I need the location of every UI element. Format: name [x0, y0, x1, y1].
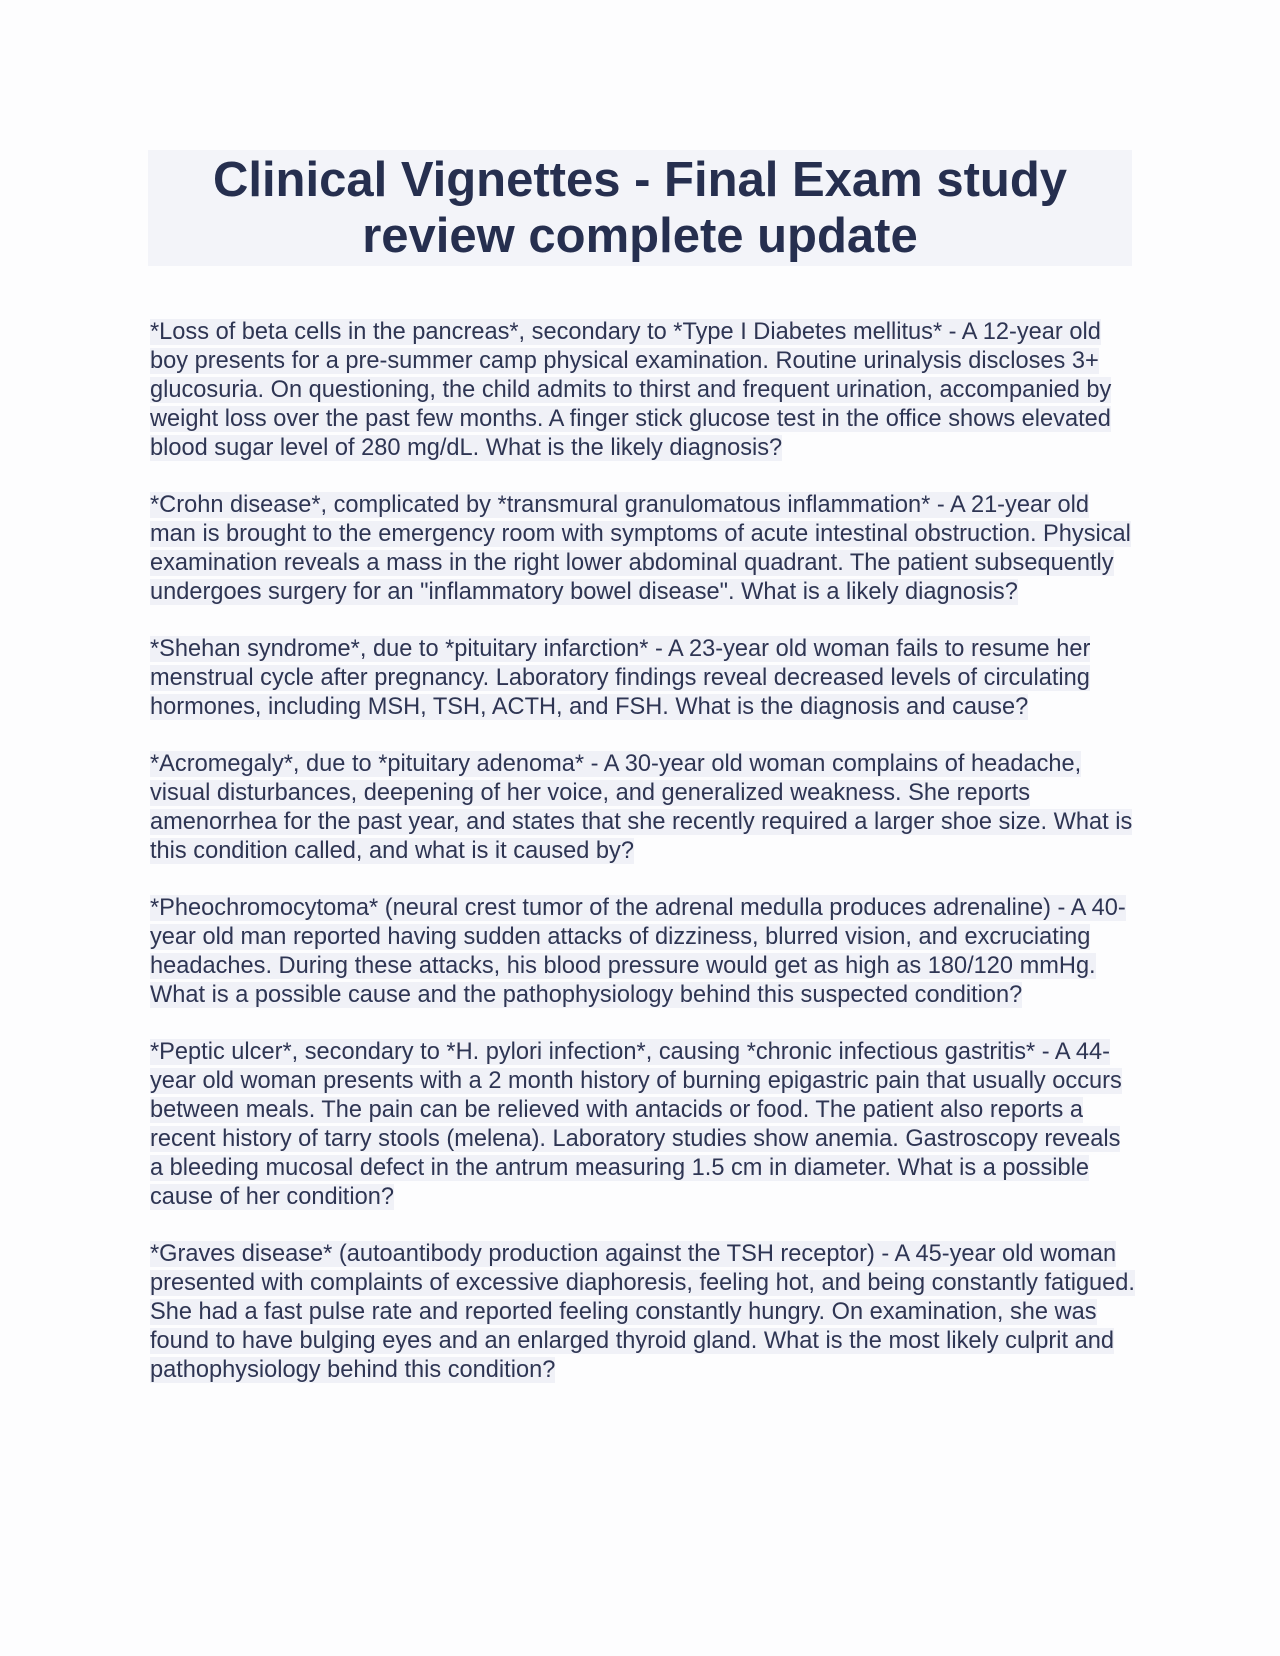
vignette-pheochromocytoma: [150, 894, 1140, 1010]
vignette-acromegaly: [150, 750, 1140, 866]
page-title-line-1: Clinical Vignettes - Final Exam study: [212, 153, 1068, 207]
vignette-diabetes: [150, 318, 1140, 463]
page-title: [213, 152, 1067, 264]
vignette-text: *Acromegaly*, due to *pituitary adenoma* - A 30-year old woman complains of headache, visual disturbances, deepening of her voice, and generalized weakness. She reports amenorrhea for the past year, and states that she recently required a larger shoe size. What is this condition called, and what is it caused by?: [150, 751, 1133, 864]
title-banner: [148, 150, 1132, 266]
vignette-text: *Peptic ulcer*, secondary to *H. pylori infection*, causing *chronic infectious gastritis* - A 44-year old woman presents with a 2 month history of burning epigastric pain that usually occurs between meals. The pain can be relieved with antacids or food. The patient also reports a recent history of tarry stools (melena). Laboratory studies show anemia. Gastroscopy reveals a bleeding mucosal defect in the antrum measuring 1.5 cm in diameter. What is a possible cause of her condition?: [150, 1039, 1122, 1210]
vignette-text: *Shehan syndrome*, due to *pituitary infarction* - A 23-year old woman fails to resume her menstrual cycle after pregnancy. Laboratory findings reveal decreased levels of circulating hormones, including MSH, TSH, ACTH, and FSH. What is the diagnosis and cause?: [150, 636, 1091, 720]
vignette-text: *Crohn disease*, complicated by *transmural granulomatous inflammation* - A 21-year old man is brought to the emergency room with symptoms of acute intestinal obstruction. Physical examination reveals a mass in the right lower abdominal quadrant. The patient subsequently undergoes surgery for an "inflammatory bowel disease". What is a likely diagnosis?: [150, 492, 1131, 605]
vignette-graves: [150, 1240, 1140, 1385]
vignette-crohn: [150, 491, 1140, 607]
vignette-text: *Pheochromocytoma* (neural crest tumor of the adrenal medulla produces adrenaline) - A 40-year old man reported having sudden attacks of dizziness, blurred vision, and excruciating headaches. During these attacks, his blood pressure would get as high as 180/120 mmHg. What is a possible cause and the pathophysiology behind this suspected condition?: [150, 895, 1126, 1008]
vignette-text: *Loss of beta cells in the pancreas*, secondary to *Type I Diabetes mellitus* - A 12-year old boy presents for a pre-summer camp physical examination. Routine urinalysis discloses 3+ glucosuria. On questioning, the child admits to thirst and frequent urination, accompanied by weight loss over the past few months. A finger stick glucose test in the office shows elevated blood sugar level of 280 mg/dL. What is the likely diagnosis?: [150, 319, 1112, 461]
vignette-peptic-ulcer: [150, 1038, 1140, 1212]
document-body: [150, 318, 1140, 1413]
vignette-shehan: [150, 635, 1140, 722]
vignette-text: *Graves disease* (autoantibody production against the TSH receptor) - A 45-year old woman presented with complaints of excessive diaphoresis, feeling hot, and being constantly fatigued. She had a fast pulse rate and reported feeling constantly hungry. On examination, she was found to have bulging eyes and an enlarged thyroid gland. What is the most likely culprit and pathophysiology behind this condition?: [150, 1241, 1135, 1383]
page-title-line-2: review complete update: [362, 209, 918, 263]
